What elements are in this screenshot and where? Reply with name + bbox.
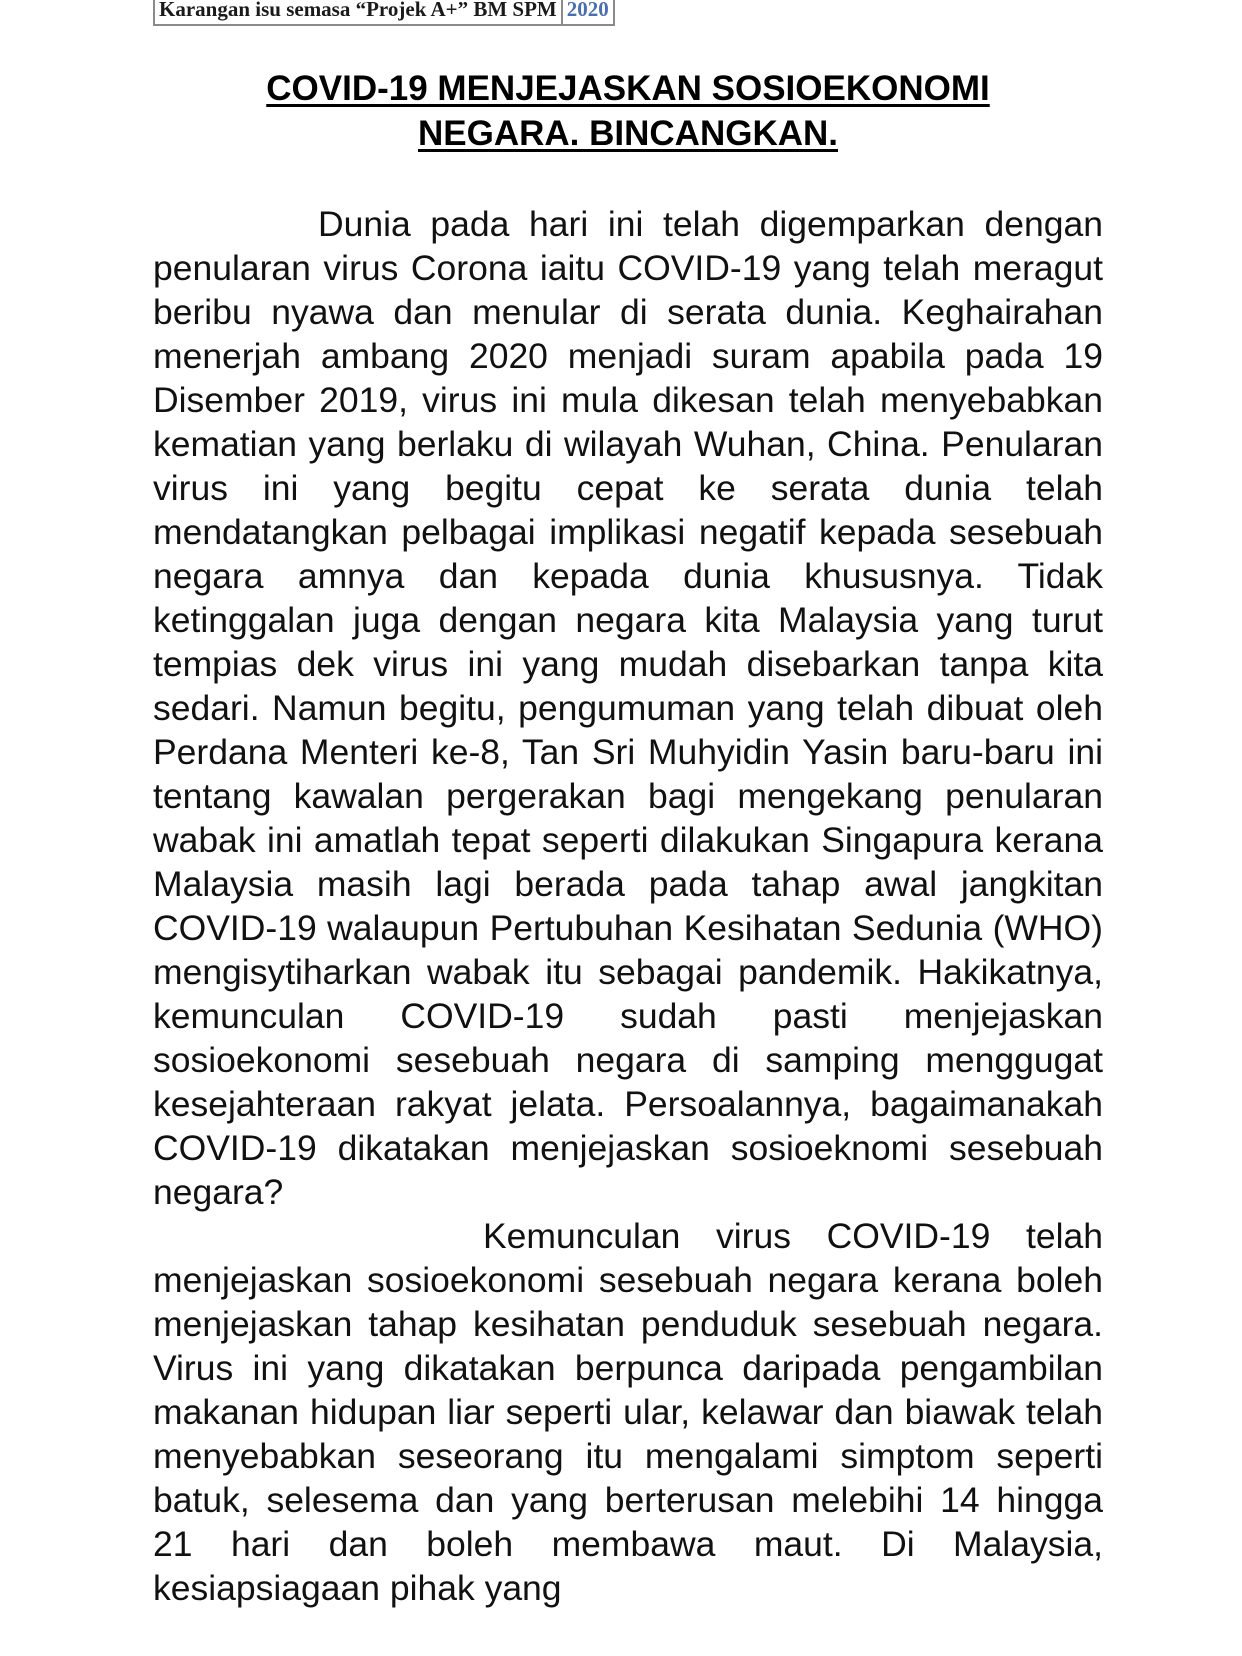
- paragraph-introduction: Dunia pada hari ini telah digemparkan dengan penularan virus Corona iaitu COVID-19 yang telah meragut beribu nyawa dan menular di serata dunia. Keghairahan menerjah ambang 2020 menjadi suram apabila pada 19 Disember 2019, virus ini mula dikesan telah menyebabkan kematian yang berlaku di wilayah Wuhan, China. Penularan virus ini yang begitu cepat ke serata dunia telah mendatangkan pelbagai implikasi negatif kepada sesebuah negara amnya dan kepada dunia khususnya. Tidak ketinggalan juga dengan negara kita Malaysia yang turut tempias dek virus ini yang mudah disebarkan tanpa kita sedari. Namun begitu, pengumuman yang telah dibuat oleh Perdana Menteri ke-8, Tan Sri Muhyidin Yasin baru-baru ini tentang kawalan pergerakan bagi mengekang penularan wabak ini amatlah tepat seperti dilakukan Singapura kerana Malaysia masih lagi berada pada tahap awal jangkitan COVID-19 walaupun Pertubuhan Kesihatan Sedunia (WHO) mengisytiharkan wabak itu sebagai pandemik. Hakikatnya, kemunculan COVID-19 sudah pasti menjejaskan sosioekonomi sesebuah negara di samping menggugat kesejahteraan rakyat jelata. Persoalannya, bagaimanakah COVID-19 dikatakan menjejaskan sosioeknomi sesebuah negara?: [153, 204, 1103, 1212]
- header-year: 2020: [561, 0, 613, 24]
- header-label: Karangan isu semasa “Projek A+” BM SPM: [159, 0, 557, 21]
- essay-title: [153, 66, 1103, 156]
- title-line-2: NEGARA. BINCANGKAN.: [418, 114, 838, 153]
- title-line-1: COVID-19 MENJEJASKAN SOSIOEKONOMI: [266, 69, 990, 108]
- essay-body: [153, 202, 1103, 1610]
- paragraph-point-1: Kemunculan virus COVID-19 telah menjejaskan sosioekonomi sesebuah negara kerana boleh menjejaskan tahap kesihatan penduduk sesebuah negara. Virus ini yang dikatakan berpunca daripada pengambilan makanan hidupan liar seperti ular, kelawar dan biawak telah menyebabkan seseorang itu mengalami simptom seperti batuk, selesema dan yang berterusan melebihi 14 hingga 21 hari dan boleh membawa maut. Di Malaysia, kesiapsiagaan pihak yang: [153, 1216, 1103, 1608]
- document-header: [153, 0, 615, 26]
